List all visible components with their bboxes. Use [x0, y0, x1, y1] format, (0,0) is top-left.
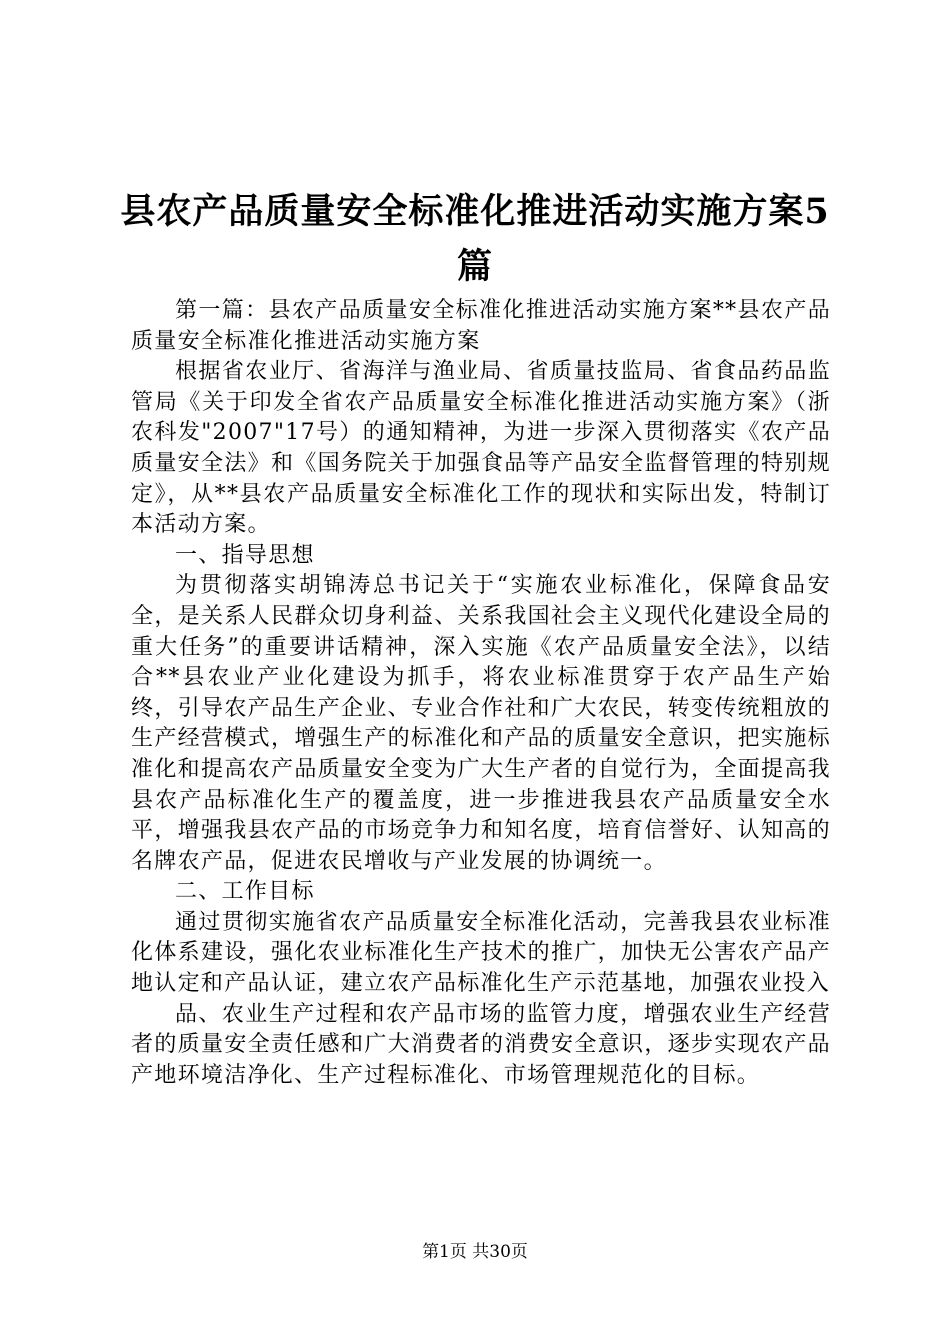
paragraph-work-goals-continued: 品、农业生产过程和农产品市场的监管力度，增强农业生产经营者的质量安全责任感和广大消费者的消费安全意识，逐步实现农产品产地环境洁净化、生产过程标准化、市场管理规范化的目标。 — [131, 1001, 831, 1088]
document-title: 县农产品质量安全标准化推进活动实施方案5篇 — [120, 191, 830, 287]
document-body — [131, 296, 831, 1091]
paragraph-basis: 根据省农业厅、省海洋与渔业局、省质量技监局、省食品药品监管局《关于印发全省农产品质量安全标准化推进活动实施方案》（浙农科发"2007"17号）的通知精神，为进一步深入贯彻落实《农产品质量安全法》和《国务院关于加强食品等产品安全监督管理的特别规定》，从**县农产品质量安全标准化工作的现状和实际出发，特制订本活动方案。 — [131, 359, 831, 538]
paragraph-work-goals: 通过贯彻实施省农产品质量安全标准化活动，完善我县农业标准化体系建设，强化农业标准化生产技术的推广，加快无公害农产品产地认定和产品认证，建立农产品标准化生产示范基地，加强农业投入 — [131, 909, 831, 997]
section-heading-guiding-thought: 一、指导思想 — [175, 542, 315, 568]
page-number-footer: 第1页 共30页 — [422, 1242, 528, 1262]
paragraph-intro: 第一篇：县农产品质量安全标准化推进活动实施方案**县农产品质量安全标准化推进活动实施方案 — [131, 298, 831, 354]
paragraph-guiding-thought: 为贯彻落实胡锦涛总书记关于“实施农业标准化，保障食品安全，是关系人民群众切身利益、关系我国社会主义现代化建设全局的重大任务”的重要讲话精神，深入实施《农产品质量安全法》，以结合**县农业产业化建设为抓手，将农业标准贯穿于农产品生产始终，引导农产品生产企业、专业合作社和广大农民，转变传统粗放的生产经营模式，增强生产的标准化和产品的质量安全意识，把实施标准化和提高农产品质量安全变为广大生产者的自觉行为，全面提高我县农产品标准化生产的覆盖度，进一步推进我县农产品质量安全水平，增强我县农产品的市场竞争力和知名度，培育信誉好、认知高的名牌农产品，促进农民增收与产业发展的协调统一。 — [131, 573, 831, 874]
section-heading-work-goals: 二、工作目标 — [175, 879, 315, 905]
